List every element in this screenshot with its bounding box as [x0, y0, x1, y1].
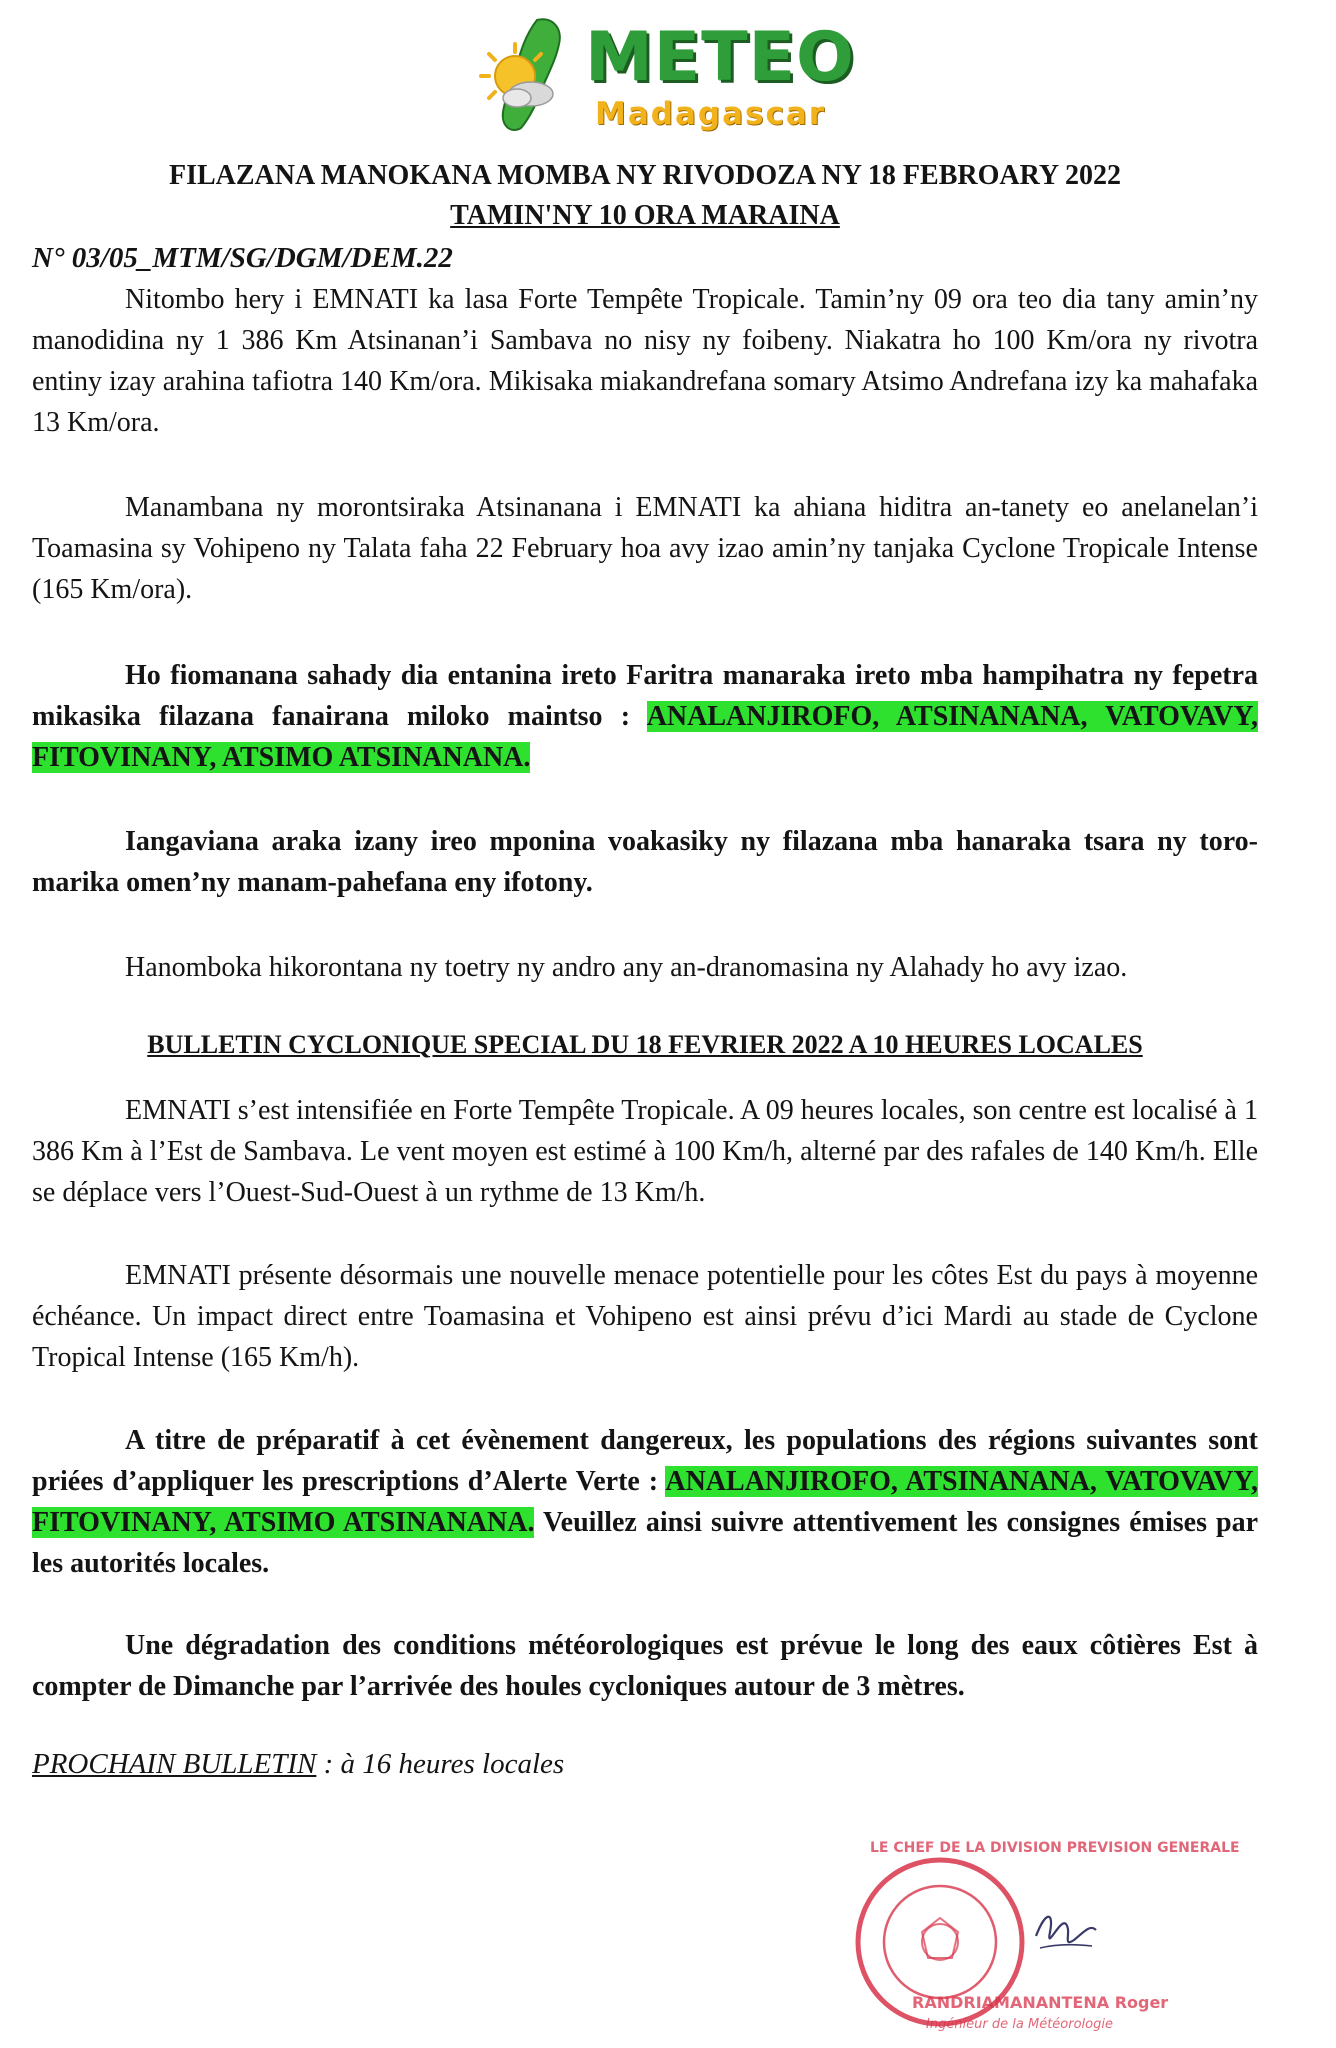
paragraph-french-3 [32, 1420, 1258, 1584]
highlighted-regions: ANALANJIROFO, ATSINANANA, VATOVAVY, FITOVINANY, ATSIMO ATSINANANA. [32, 701, 1258, 773]
paragraph-malagasy-1: Nitombo hery i EMNATI ka lasa Forte Tempête Tropicale. Tamin’ny 09 ora teo dia tany amin’ny manodidina ny 1 386 Km Atsinanan’i Sambava no nisy ny foibeny. Niakatra ho 100 Km/ora ny rivotra entiny izay arahina tafiotra 140 Km/ora. Mikisaka miakandrefana somary Atsimo Andrefana izy ka mahafaka 13 Km/ora. [32, 284, 1258, 438]
next-bulletin-label: PROCHAIN BULLETIN [32, 1748, 317, 1780]
svg-text:LE CHEF DE LA DIVISION PREVISI: LE CHEF DE LA DIVISION PREVISION GENERALE [870, 1840, 1240, 1856]
reference-number: N° 03/05_MTM/SG/DGM/DEM.22 [32, 242, 453, 274]
next-bulletin-time: : à 16 heures locales [316, 1748, 565, 1780]
official-stamp-signature [840, 1840, 1240, 2040]
logo-subtitle: Madagascar [595, 96, 827, 132]
bulletin-time: TAMIN'NY 10 ORA MARAINA [450, 200, 840, 231]
paragraph-malagasy-3 [32, 655, 1258, 778]
svg-text:RANDRIAMANANTENA Roger: RANDRIAMANANTENA Roger [912, 1993, 1169, 2012]
alert-instruction-text: A titre de préparatif à cet évènement dangereux, les populations des régions suivantes sont priées d’appliquer les prescriptions d’Alerte Verte : [32, 1425, 1258, 1497]
paragraph-french-1: EMNATI s’est intensifiée en Forte Tempête Tropicale. A 09 heures locales, son centre est localisé à 1 386 Km à l’Est de Sambava. Le vent moyen est estimé à 100 Km/h, alterné par des rafales de 140 Km/h. Elle se déplace vers l’Ouest-Sud-Ouest à un rythme de 13 Km/h. [32, 1095, 1258, 1208]
paragraph-french-4: Une dégradation des conditions météorologiques est prévue le long des eaux côtières Est à compter de Dimanche par l’arrivée des houles cycloniques autour de 3 mètres. [32, 1630, 1258, 1702]
alert-instruction-text: Ho fiomanana sahady dia entanina ireto Faritra manaraka ireto mba hampihatra ny fepetra mikasika filazana fanairana miloko maintso : [32, 660, 1258, 732]
next-bulletin [32, 1748, 564, 1781]
madagascar-sun-cloud-icon [467, 14, 597, 139]
paragraph-malagasy-4: Iangaviana araka izany ireo mponina voakasiky ny filazana mba hanaraka tsara ny toro-marika omen’ny manam-pahefana eny ifotony. [32, 826, 1258, 898]
bulletin-title-french: BULLETIN CYCLONIQUE SPECIAL DU 18 FEVRIER 2022 A 10 HEURES LOCALES [147, 1030, 1143, 1059]
highlighted-regions: ANALANJIROFO, ATSINANANA, VATOVAVY, FITOVINANY, ATSIMO ATSINANANA. [32, 1466, 1258, 1538]
bulletin-title-malagasy: FILAZANA MANOKANA MOMBA NY RIVODOZA NY 18 FEBROARY 2022 [168, 160, 1122, 191]
paragraph-french-2: EMNATI présente désormais une nouvelle menace potentielle pour les côtes Est du pays à moyenne échéance. Un impact direct entre Toamasina et Vohipeno est ainsi prévu d’ici Mardi au stade de Cyclone Tropical Intense (165 Km/h). [32, 1260, 1258, 1373]
svg-text:Ingénieur de la Météorologie: Ingénieur de la Météorologie [926, 2017, 1113, 2032]
official-stamp-icon [840, 1840, 1240, 2040]
instruction-tail: Veuillez ainsi suivre attentivement les consignes émises par les autorités locales. [32, 1507, 1259, 1579]
paragraph-malagasy-2: Manambana ny morontsiraka Atsinanana i EMNATI ka ahiana hiditra an-tanety eo anelanelan’i Toamasina sy Vohipeno ny Talata faha 22 February hoa avy izao amin’ny tanjaka Cyclone Tropicale Intense (165 Km/ora). [32, 492, 1258, 605]
paragraph-malagasy-5: Hanomboka hikorontana ny toetry ny andro any an-dranomasina ny Alahady ho avy izao. [125, 952, 1128, 983]
logo-title: METEO [585, 18, 855, 97]
meteo-madagascar-logo [467, 14, 867, 139]
